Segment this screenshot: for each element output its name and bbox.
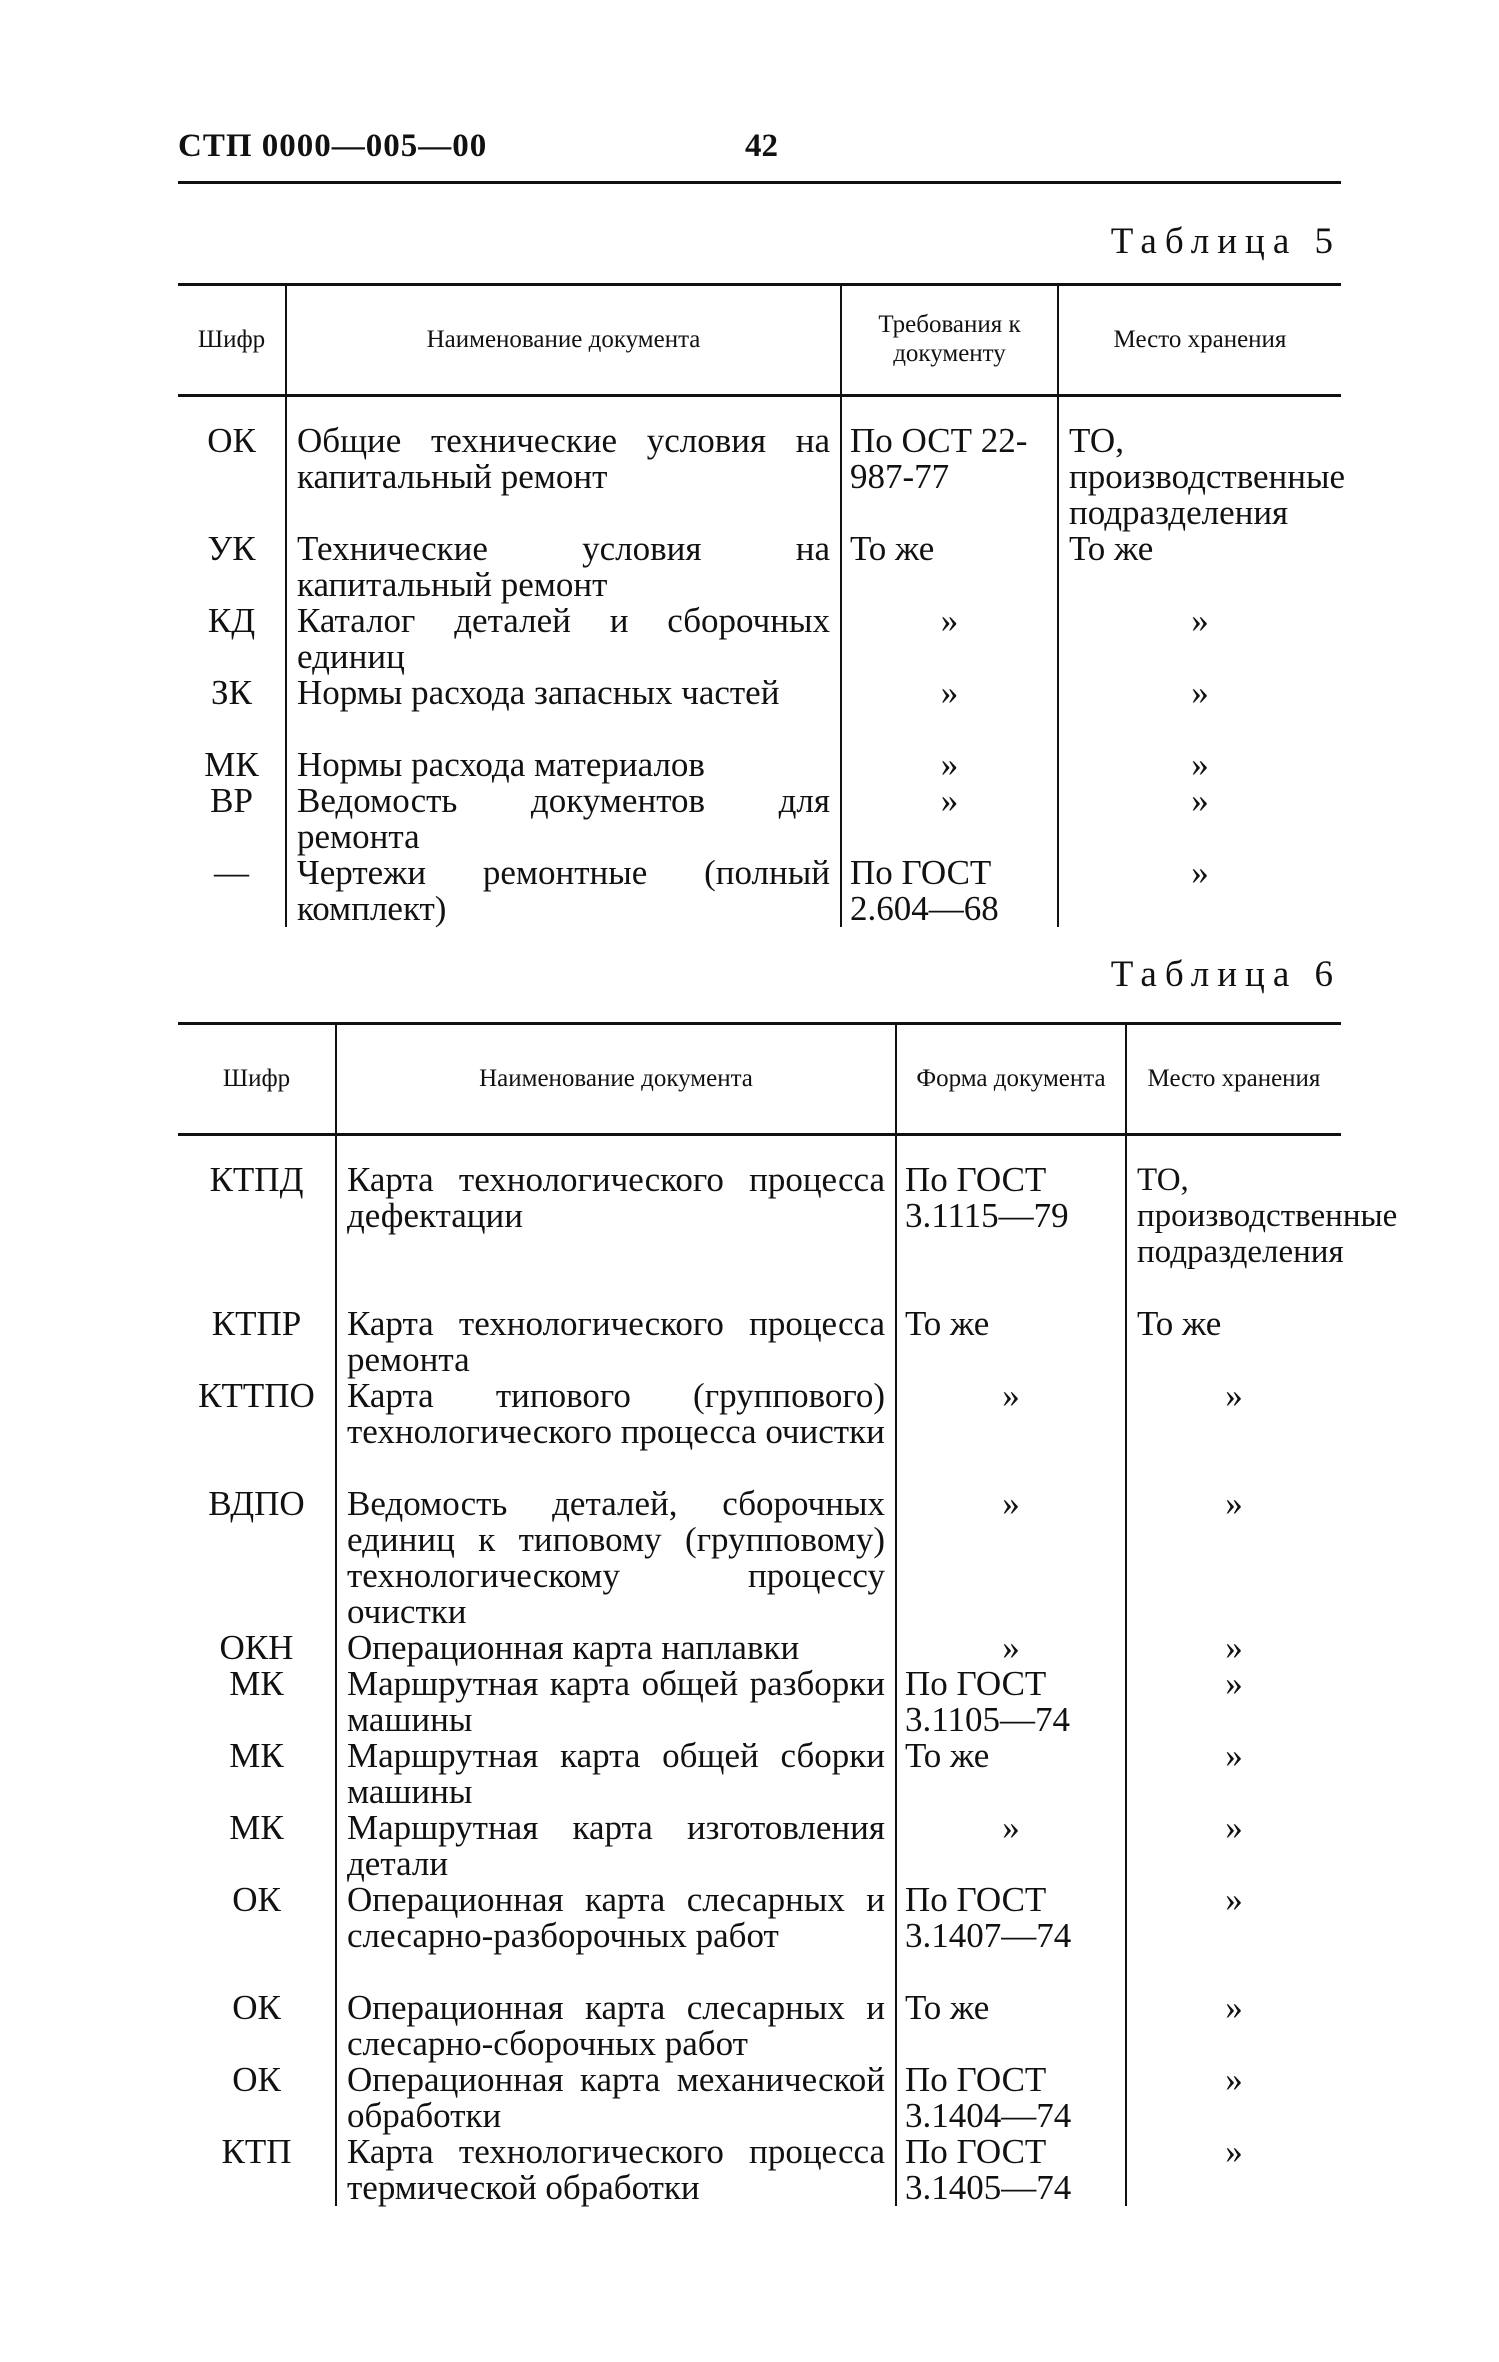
row-form: По ГОСТ 3.1407—74 bbox=[896, 1882, 1126, 1990]
row-code: — bbox=[214, 853, 249, 892]
row-req: » bbox=[841, 675, 1058, 747]
table-row bbox=[178, 2062, 1341, 2134]
row-name: Общие технические условия на капитальный ремонт bbox=[286, 423, 841, 531]
row-code: ОК bbox=[232, 2060, 281, 2099]
document-code: СТП 0000—005—00 bbox=[178, 128, 488, 164]
row-name: Карта технологического процесса ремонта bbox=[336, 1306, 896, 1378]
row-form: То же bbox=[896, 1738, 1126, 1810]
row-loc: » bbox=[1126, 1486, 1341, 1630]
row-loc: ТО, производственные подразделения bbox=[1058, 423, 1341, 531]
row-loc: ТО, производственные подразделения bbox=[1126, 1162, 1341, 1306]
row-loc: » bbox=[1126, 1990, 1341, 2062]
row-code: ОКН bbox=[219, 1628, 294, 1667]
table-row bbox=[178, 855, 1341, 927]
table-row bbox=[178, 2134, 1341, 2206]
row-req: По ГОСТ 2.604—68 bbox=[841, 855, 1058, 927]
table-row bbox=[178, 1630, 1341, 1666]
table5-header-name: Наименование документа bbox=[286, 285, 841, 396]
row-loc: » bbox=[1126, 1738, 1341, 1810]
row-name: Карта типового (группового) технологического процесса очистки bbox=[336, 1378, 896, 1486]
table-row bbox=[178, 675, 1341, 747]
row-form: То же bbox=[896, 1306, 1126, 1378]
row-loc: » bbox=[1058, 675, 1341, 747]
table-row bbox=[178, 1882, 1341, 1990]
row-loc: То же bbox=[1126, 1306, 1341, 1378]
row-code: ОК bbox=[232, 1988, 281, 2027]
row-form: По ГОСТ 3.1115—79 bbox=[896, 1162, 1126, 1306]
row-name: Карта технологического процесса дефектации bbox=[336, 1162, 896, 1306]
table6-header-form: Форма документа bbox=[896, 1024, 1126, 1135]
row-name: Операционная карта механической обработки bbox=[336, 2062, 896, 2134]
row-name: Операционная карта слесарных и слесарно-разборочных работ bbox=[336, 1882, 896, 1990]
table5-header-req: Требования к документу bbox=[841, 285, 1058, 396]
table-row bbox=[178, 1990, 1341, 2062]
row-name: Маршрутная карта изготовления детали bbox=[336, 1810, 896, 1882]
row-name: Маршрутная карта общей сборки машины bbox=[336, 1738, 896, 1810]
row-code: КД bbox=[207, 601, 256, 640]
row-code: ВР bbox=[210, 781, 253, 820]
row-code: ЗК bbox=[211, 673, 252, 712]
row-req: По ОСТ 22-987-77 bbox=[841, 423, 1058, 531]
row-name: Операционная карта слесарных и слесарно-сборочных работ bbox=[336, 1990, 896, 2062]
row-code: МК bbox=[229, 1664, 284, 1703]
row-req: » bbox=[841, 747, 1058, 783]
row-form: По ГОСТ 3.1405—74 bbox=[896, 2134, 1126, 2206]
row-loc: » bbox=[1126, 1666, 1341, 1738]
row-form: » bbox=[896, 1810, 1126, 1882]
table5-header-row bbox=[178, 285, 1341, 396]
table5-header-code: Шифр bbox=[178, 285, 286, 396]
table6-header-row bbox=[178, 1024, 1341, 1135]
row-req: » bbox=[841, 603, 1058, 675]
row-loc: » bbox=[1126, 2062, 1341, 2134]
table-row bbox=[178, 603, 1341, 675]
row-loc: То же bbox=[1058, 531, 1341, 603]
table5-caption: Таблица 5 bbox=[1110, 221, 1341, 262]
row-loc: » bbox=[1058, 747, 1341, 783]
table5 bbox=[178, 283, 1346, 928]
row-name: Нормы расхода материалов bbox=[286, 747, 841, 783]
table-row bbox=[178, 747, 1341, 783]
row-code: КТП bbox=[221, 2132, 292, 2171]
table-row bbox=[178, 1810, 1341, 1882]
row-loc: » bbox=[1126, 1810, 1341, 1882]
row-loc: » bbox=[1126, 1378, 1341, 1486]
row-req: То же bbox=[841, 531, 1058, 603]
row-form: По ГОСТ 3.1105—74 bbox=[896, 1666, 1126, 1738]
row-code: МК bbox=[204, 745, 259, 784]
table-row bbox=[178, 531, 1341, 603]
row-req: » bbox=[841, 783, 1058, 855]
row-name: Технические условия на капитальный ремонт bbox=[286, 531, 841, 603]
table-row bbox=[178, 1666, 1341, 1738]
row-name: Карта технологического процесса термической обработки bbox=[336, 2134, 896, 2206]
row-loc: » bbox=[1058, 603, 1341, 675]
row-name: Чертежи ремонтные (полный комплект) bbox=[286, 855, 841, 927]
page-number: 42 bbox=[745, 128, 778, 164]
table6-header-name: Наименование документа bbox=[336, 1024, 896, 1135]
row-form: » bbox=[896, 1378, 1126, 1486]
row-code: МК bbox=[229, 1736, 284, 1775]
row-name: Ведомость документов для ремонта bbox=[286, 783, 841, 855]
row-code: ОК bbox=[232, 1880, 281, 1919]
table-row bbox=[178, 1162, 1341, 1306]
row-loc: » bbox=[1126, 1882, 1341, 1990]
header-divider bbox=[178, 181, 1341, 184]
table-row bbox=[178, 1486, 1341, 1630]
table-row bbox=[178, 783, 1341, 855]
row-code: МК bbox=[229, 1808, 284, 1847]
row-form: То же bbox=[896, 1990, 1126, 2062]
row-loc: » bbox=[1058, 855, 1341, 927]
row-name: Операционная карта наплавки bbox=[336, 1630, 896, 1666]
table6-header-loc: Место хранения bbox=[1126, 1024, 1341, 1135]
table5-header-loc: Место хранения bbox=[1058, 285, 1341, 396]
row-loc: » bbox=[1058, 783, 1341, 855]
row-code: КТПД bbox=[209, 1160, 304, 1199]
row-name: Нормы расхода запасных частей bbox=[286, 675, 841, 747]
table-row bbox=[178, 1738, 1341, 1810]
row-loc: » bbox=[1126, 2134, 1341, 2206]
row-form: По ГОСТ 3.1404—74 bbox=[896, 2062, 1126, 2134]
table6-header-code: Шифр bbox=[178, 1024, 336, 1135]
table-row bbox=[178, 423, 1341, 531]
row-form: » bbox=[896, 1486, 1126, 1630]
row-name: Маршрутная карта общей разборки машины bbox=[336, 1666, 896, 1738]
table-row bbox=[178, 1378, 1341, 1486]
row-form: » bbox=[896, 1630, 1126, 1666]
row-name: Ведомость деталей, сборочных единиц к типовому (групповому) технологическому процессу очистки bbox=[336, 1486, 896, 1630]
row-code: ОК bbox=[207, 421, 256, 460]
table6-caption: Таблица 6 bbox=[1110, 954, 1341, 995]
row-code: КТПР bbox=[211, 1304, 302, 1343]
row-name: Каталог деталей и сборочных единиц bbox=[286, 603, 841, 675]
row-code: ВДПО bbox=[208, 1484, 305, 1523]
row-loc: » bbox=[1126, 1630, 1341, 1666]
row-code: КТТПО bbox=[198, 1376, 315, 1415]
row-code: УК bbox=[207, 529, 256, 568]
table6 bbox=[178, 1022, 1398, 2207]
table-row bbox=[178, 1306, 1341, 1378]
